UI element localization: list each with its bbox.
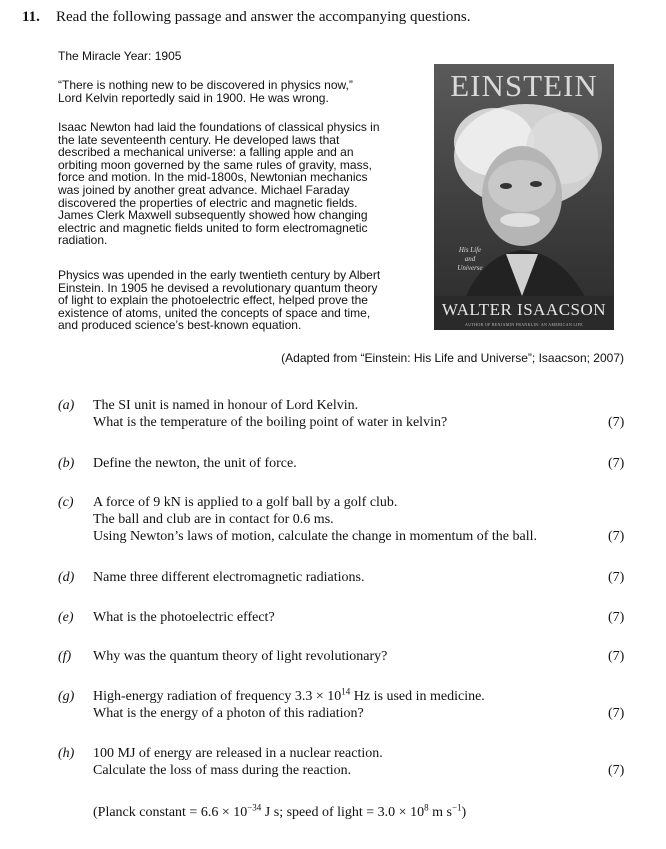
part-text-line: 100 MJ of energy are released in a nuclear reaction.	[93, 746, 383, 761]
part-marks: (7)	[608, 415, 625, 430]
book-cover-subtitle: His Life and Universe	[457, 246, 483, 272]
part-label: (h)	[58, 746, 75, 761]
part-marks: (7)	[608, 570, 625, 585]
book-cover-image	[434, 64, 614, 330]
part-text-line: The SI unit is named in honour of Lord Kelvin.	[93, 398, 359, 413]
passage-source: (Adapted from “Einstein: His Life and Universe”; Isaacson; 2007)	[281, 351, 624, 365]
part-label: (b)	[58, 456, 75, 471]
part-marks: (7)	[608, 456, 625, 471]
question-number: 11.	[22, 9, 40, 25]
part-text-line: A force of 9 kN is applied to a golf ball by a golf club.	[93, 495, 398, 510]
passage-paragraph-1: “There is nothing new to be discovered in physics now,” Lord Kelvin reportedly said in 1900. He was wrong.	[58, 78, 353, 105]
constants-text: (Planck constant = $6.6 \times 10^{-34}$ J s; speed of light = $3.0 \times 10^8$ m $s^{-1}$)	[93, 802, 467, 820]
part-marks: (7)	[608, 706, 625, 721]
part-label: (f)	[58, 649, 72, 664]
passage-paragraph-3: Physics was upended in the early twentieth century by Albert Einstein. In 1905 he devised a revolutionary quantum theory of light to explain the photoelectric effect, helped prove the existence of atoms, united the concepts of space and time, and produced science’s best-known equation.	[58, 268, 381, 333]
book-cover-tagline: AUTHOR OF BENJAMIN FRANKLIN: AN AMERICAN LIFE	[465, 322, 583, 327]
part-marks: (7)	[608, 763, 625, 778]
part-label: (d)	[58, 570, 75, 585]
part-text-line: Name three different electromagnetic radiations.	[93, 570, 365, 585]
part-label: (c)	[58, 495, 74, 510]
part-text-line: The ball and club are in contact for 0.6 ms.	[93, 512, 334, 527]
passage-title: The Miracle Year: 1905	[58, 49, 182, 63]
book-cover-author: WALTER ISAACSON	[441, 300, 607, 319]
part-label: (a)	[58, 398, 75, 413]
part-text-line: Using Newton’s laws of motion, calculate the change in momentum of the ball.	[93, 529, 538, 544]
part-text-line: Why was the quantum theory of light revolutionary?	[93, 649, 388, 664]
passage-paragraph-2: Isaac Newton had laid the foundations of classical physics in the late seventeenth century. He developed laws that described a mechanical universe: a falling apple and an orbiting moon governed by the same rules of gravity, mass, force and motion. In the mid-1800s, Newtonian mechanics was joined by another great advance. Michael Faraday discovered the properties of electric and magnetic fields. James Clerk Maxwell subsequently showed how changing electric and magnetic fields united to form electromagnetic radiation.	[58, 120, 380, 248]
part-marks: (7)	[608, 610, 625, 625]
part-text-line: What is the photoelectric effect?	[93, 610, 275, 625]
part-text-line: What is the energy of a photon of this radiation?	[93, 706, 364, 721]
part-text-line: High-energy radiation of frequency $3.3 \times 10^{14}$ Hz is used in medicine.	[93, 686, 485, 704]
part-text-line: Define the newton, the unit of force.	[93, 456, 297, 471]
question-instruction: Read the following passage and answer the accompanying questions.	[56, 9, 471, 25]
part-label: (g)	[58, 689, 75, 704]
part-marks: (7)	[608, 529, 625, 544]
part-marks: (7)	[608, 649, 625, 664]
part-label: (e)	[58, 610, 74, 625]
part-text-line: What is the temperature of the boiling point of water in kelvin?	[93, 415, 448, 430]
book-cover-title: EINSTEIN	[450, 68, 598, 103]
part-text-line: Calculate the loss of mass during the reaction.	[93, 763, 352, 778]
